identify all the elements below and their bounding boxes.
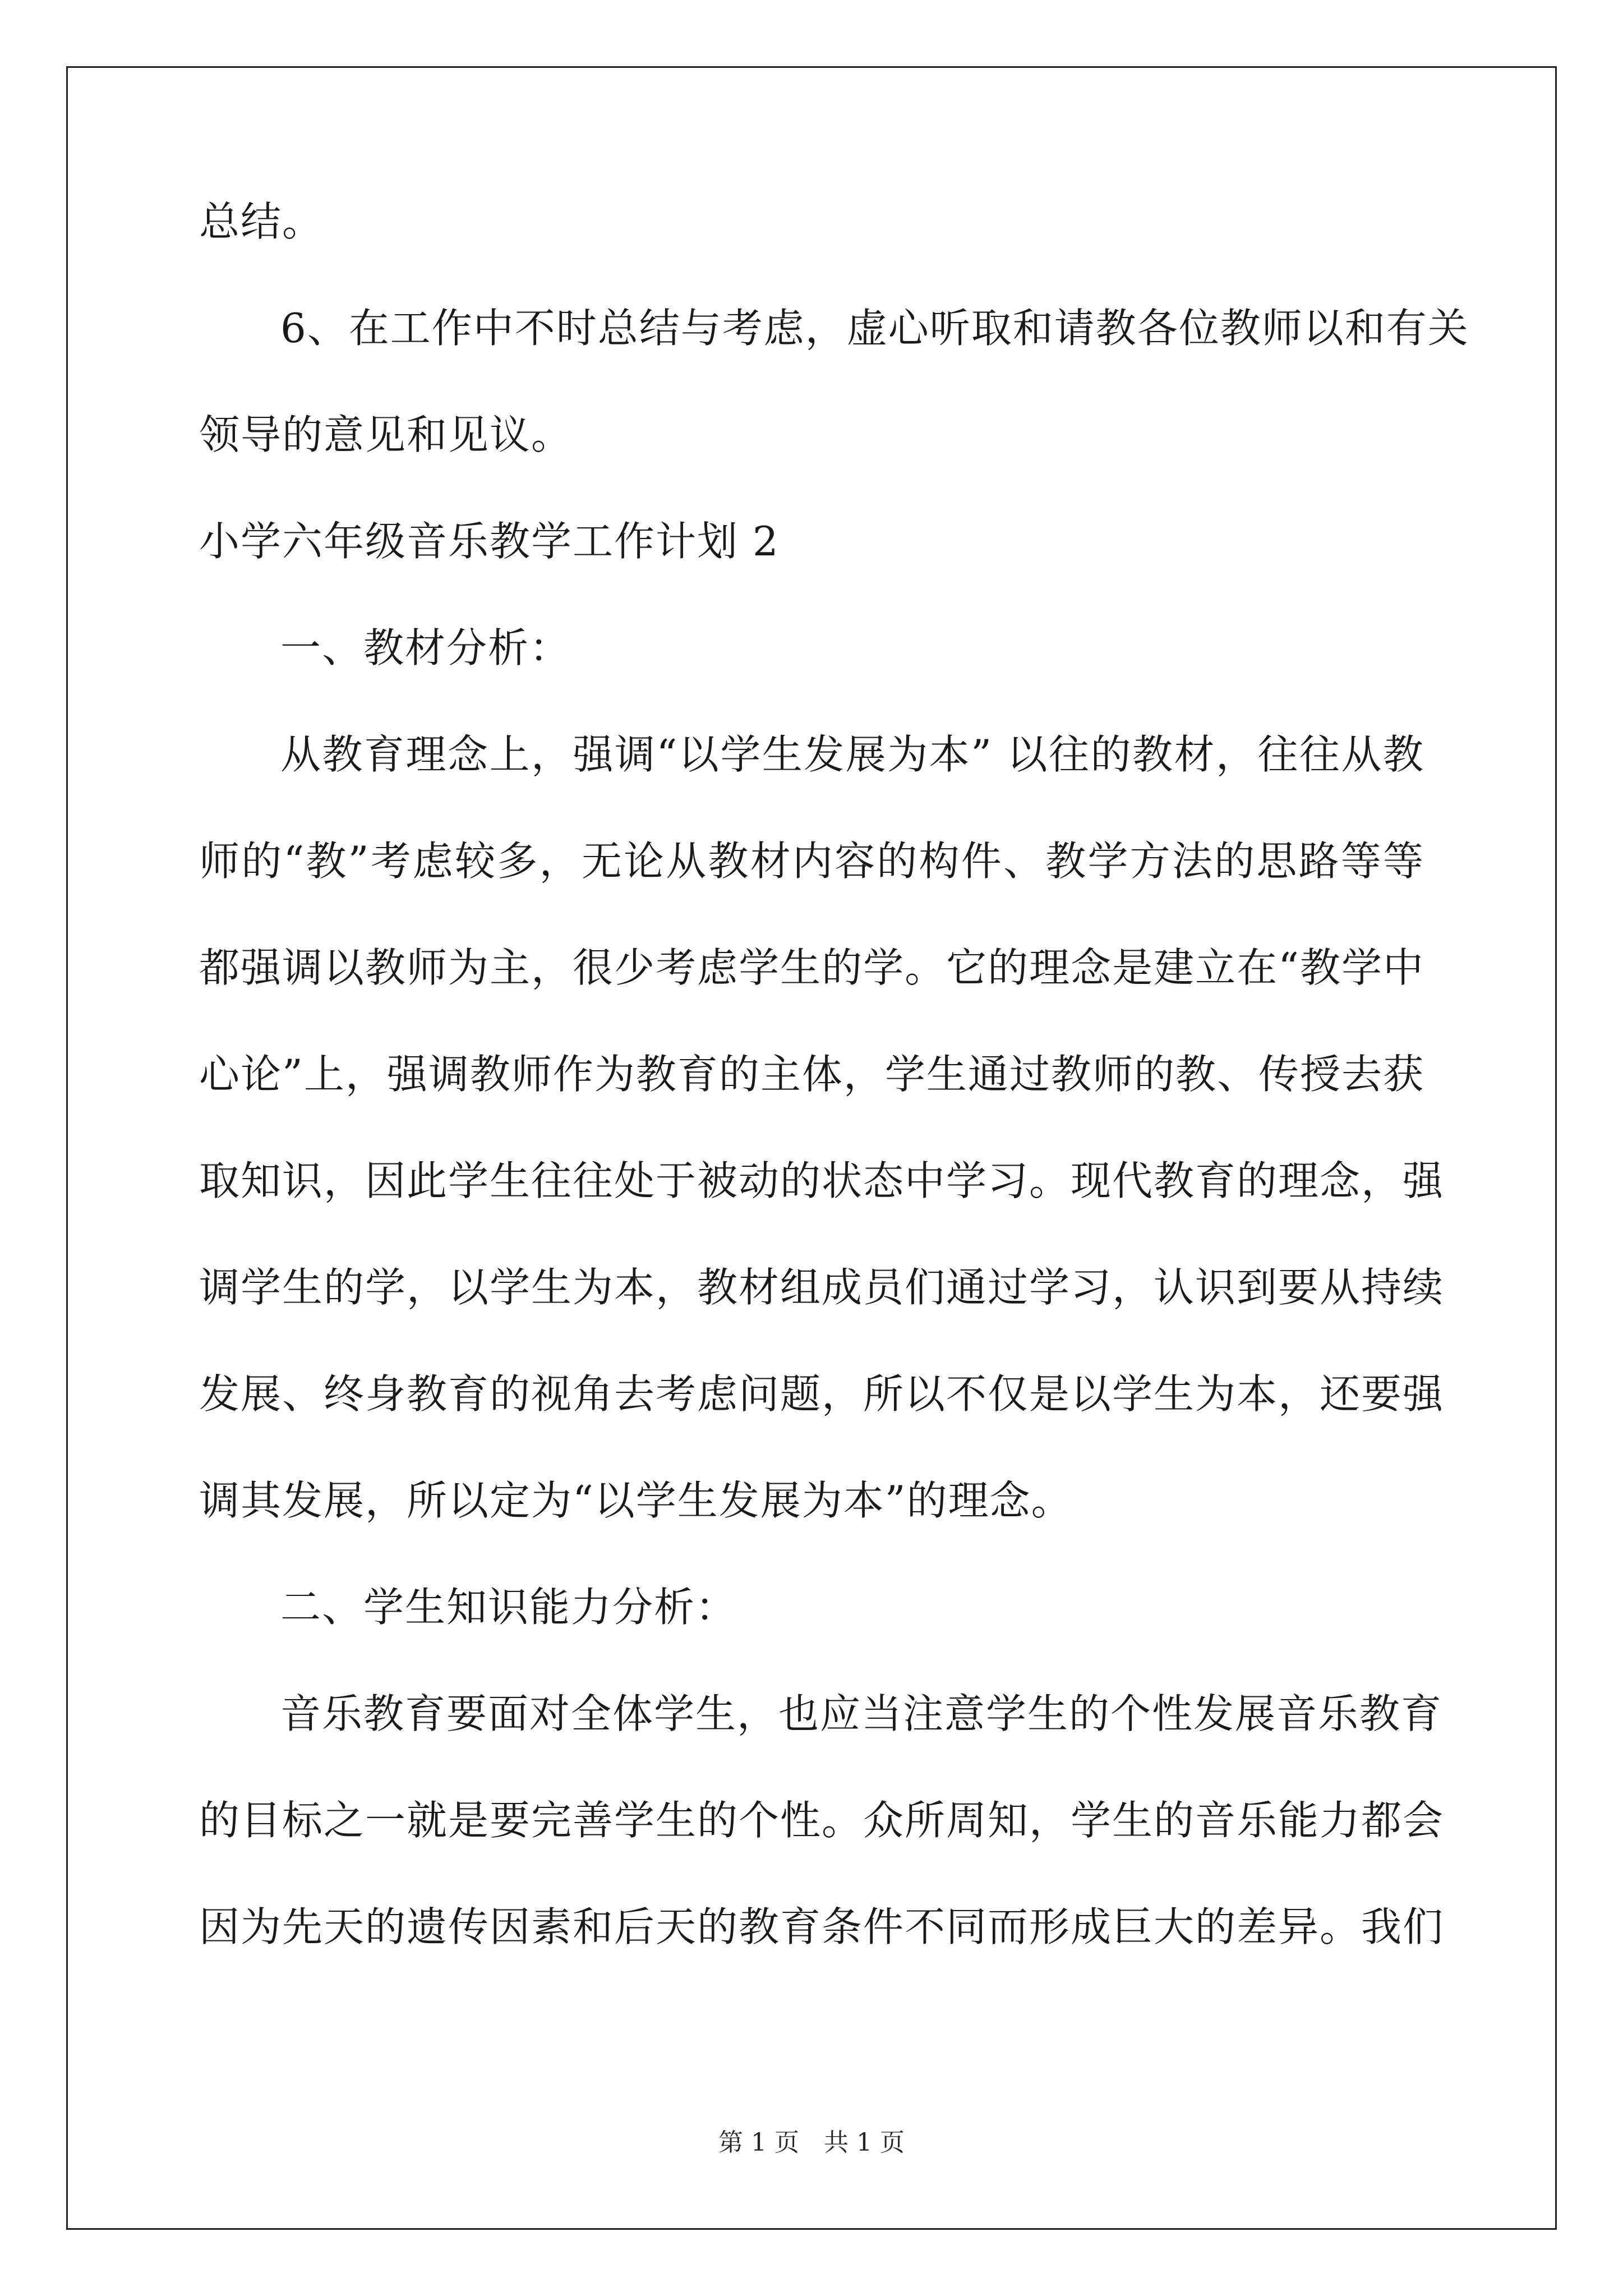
text-line: 发展、终身教育的视角去考虑问题，所以不仅是以学生为本，还要强 bbox=[199, 1370, 1445, 1418]
text-line: 心论”上，强调教师作为教育的主体，学生通过教师的教、传授去获 bbox=[199, 1051, 1424, 1098]
text-line: 领导的意见和见议。 bbox=[199, 411, 573, 458]
text-line: 音乐教育要面对全体学生，也应当注意学生的个性发展音乐教育 bbox=[280, 1690, 1443, 1737]
text-line: 从教育理念上，强调“以学生发展为本” 以往的教材，往往从教 bbox=[280, 731, 1424, 778]
section-heading: 二、学生知识能力分析： bbox=[280, 1584, 737, 1631]
text-line: 6、在工作中不时总结与考虑，虚心听取和请教各位教师以和有关 bbox=[280, 305, 1469, 352]
text-line: 师的“教”考虑较多，无论从教材内容的构件、教学方法的思路等等 bbox=[199, 838, 1424, 885]
section-title: 小学六年级音乐教学工作计划 2 bbox=[199, 518, 780, 565]
section-heading: 一、教材分析： bbox=[280, 624, 571, 671]
text-line: 因为先天的遗传因素和后天的教育条件不同而形成巨大的差异。我们 bbox=[199, 1903, 1445, 1950]
text-line: 调学生的学，以学生为本，教材组成员们通过学习，认识到要从持续 bbox=[199, 1264, 1445, 1311]
text-line: 调其发展，所以定为“以学生发展为本”的理念。 bbox=[199, 1477, 1073, 1524]
text-line: 总结。 bbox=[199, 198, 324, 245]
page-number-footer: 第 1 页 共 1 页 bbox=[718, 2128, 905, 2157]
text-line: 的目标之一就是要完善学生的个性。众所周知，学生的音乐能力都会 bbox=[199, 1797, 1445, 1844]
text-line: 取知识，因此学生往往处于被动的状态中学习。现代教育的理念，强 bbox=[199, 1157, 1445, 1204]
text-line: 都强调以教师为主，很少考虑学生的学。它的理念是建立在“教学中 bbox=[199, 944, 1424, 991]
